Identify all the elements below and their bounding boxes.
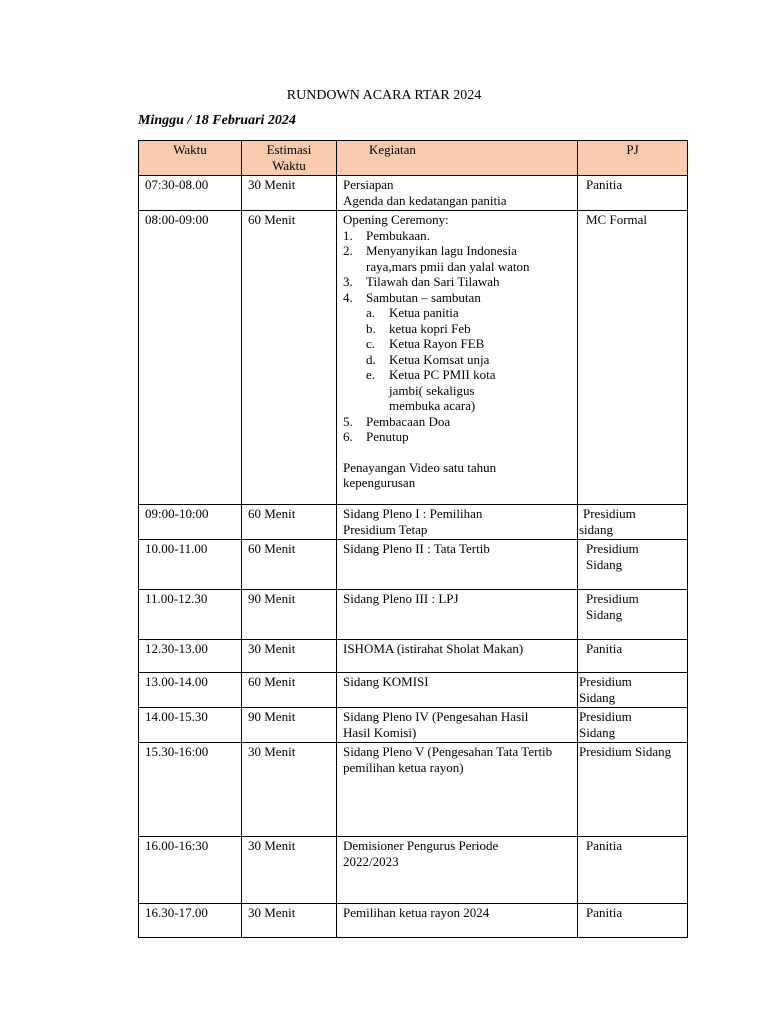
cell-pj: Presidium Sidang <box>578 673 688 708</box>
table-row <box>139 743 688 837</box>
cell-estimasi: 30 Menit <box>242 176 337 211</box>
cell-pj: Presidium Sidang <box>578 590 688 640</box>
cell-pj: Presidium Sidang <box>578 708 688 743</box>
cell-estimasi: 30 Menit <box>242 640 337 673</box>
video-note: Penayangan Video satu tahun kepengurusan <box>343 459 497 490</box>
cell-waktu: 08:00-09:00 <box>139 211 242 505</box>
list-item: 5. Pembacaan Doa <box>343 413 451 429</box>
table-row <box>139 673 688 708</box>
table-row <box>139 904 688 938</box>
list-item: 4. Sambutan – sambutan <box>343 289 481 305</box>
header-estimasi: Estimasi Waktu <box>242 141 337 176</box>
cell-kegiatan: Pemilihan ketua rayon 2024 <box>337 904 578 938</box>
header-waktu: Waktu <box>139 141 242 176</box>
cell-waktu: 16.30-17.00 <box>139 904 242 938</box>
table-row <box>139 640 688 673</box>
list-item: e. Ketua PC PMII kota jambi( sekaligus membuka acara) <box>366 367 496 413</box>
cell-waktu: 10.00-11.00 <box>139 540 242 590</box>
cell-kegiatan: Demisioner Pengurus Periode 2022/2023 <box>337 837 578 904</box>
cell-estimasi: 60 Menit <box>242 540 337 590</box>
cell-estimasi: 60 Menit <box>242 505 337 540</box>
table-row <box>139 590 688 640</box>
cell-kegiatan: Sidang Pleno V (Pengesahan Tata Tertib pemilihan ketua rayon) <box>337 743 578 837</box>
document-title: RUNDOWN ACARA RTAR 2024 <box>286 88 482 103</box>
date-heading: Minggu / 18 Februari 2024 <box>138 113 296 128</box>
cell-waktu: 12.30-13.00 <box>139 640 242 673</box>
list-item: 2. Menyanyikan lagu Indonesia raya,mars pmii dan yalal waton <box>343 243 530 274</box>
cell-estimasi: 30 Menit <box>242 743 337 837</box>
cell-pj: Panitia <box>578 837 688 904</box>
table-row <box>139 505 688 540</box>
cell-waktu: 09:00-10:00 <box>139 505 242 540</box>
cell-kegiatan: Sidang Pleno II : Tata Tertib <box>337 540 578 590</box>
cell-pj: Presidium Sidang <box>578 540 688 590</box>
table-row <box>139 708 688 743</box>
cell-pj: Presidium sidang <box>578 505 688 540</box>
rundown-table <box>138 140 688 938</box>
opening-title: Opening Ceremony: <box>343 212 449 227</box>
table-row <box>139 540 688 590</box>
cell-kegiatan: Sidang KOMISI <box>337 673 578 708</box>
cell-kegiatan: Sidang Pleno IV (Pengesahan Hasil Hasil Komisi) <box>337 708 578 743</box>
list-item: b. ketua kopri Feb <box>366 320 471 336</box>
header-kegiatan: Kegiatan <box>337 141 578 176</box>
table-row <box>139 176 688 211</box>
cell-waktu: 11.00-12.30 <box>139 590 242 640</box>
agenda-list <box>343 228 573 306</box>
cell-kegiatan <box>337 211 578 505</box>
cell-estimasi: 30 Menit <box>242 837 337 904</box>
cell-waktu: 14.00-15.30 <box>139 708 242 743</box>
cell-waktu: 15.30-16:00 <box>139 743 242 837</box>
cell-waktu: 13.00-14.00 <box>139 673 242 708</box>
list-item: c. Ketua Rayon FEB <box>366 336 485 351</box>
cell-pj: Panitia <box>578 176 688 211</box>
cell-pj: Panitia <box>578 904 688 938</box>
cell-pj: Panitia <box>578 640 688 673</box>
cell-estimasi: 90 Menit <box>242 590 337 640</box>
cell-waktu: 07:30-08.00 <box>139 176 242 211</box>
table-row <box>139 837 688 904</box>
cell-kegiatan: Persiapan Agenda dan kedatangan panitia <box>337 176 578 211</box>
cell-estimasi: 60 Menit <box>242 211 337 505</box>
cell-kegiatan: Sidang Pleno I : Pemilihan Presidium Tetap <box>337 505 578 540</box>
cell-kegiatan: Sidang Pleno III : LPJ <box>337 590 578 640</box>
list-item: a. Ketua panitia <box>366 305 459 320</box>
list-item: 1. Pembukaan. <box>343 227 430 243</box>
header-pj: PJ <box>578 141 688 176</box>
list-item: 6. Penutup <box>343 429 409 444</box>
table-row <box>139 211 688 505</box>
cell-waktu: 16.00-16:30 <box>139 837 242 904</box>
cell-kegiatan: ISHOMA (istirahat Sholat Makan) <box>337 640 578 673</box>
cell-pj: Presidium Sidang <box>578 743 688 837</box>
sambutan-list <box>343 305 573 414</box>
cell-estimasi: 60 Menit <box>242 673 337 708</box>
table-header-row <box>139 141 688 176</box>
cell-pj: MC Formal <box>578 211 688 505</box>
list-item: 3. Tilawah dan Sari Tilawah <box>343 274 500 289</box>
cell-estimasi: 90 Menit <box>242 708 337 743</box>
cell-estimasi: 30 Menit <box>242 904 337 938</box>
list-item: d. Ketua Komsat unja <box>366 351 490 367</box>
closing-list <box>343 414 573 445</box>
